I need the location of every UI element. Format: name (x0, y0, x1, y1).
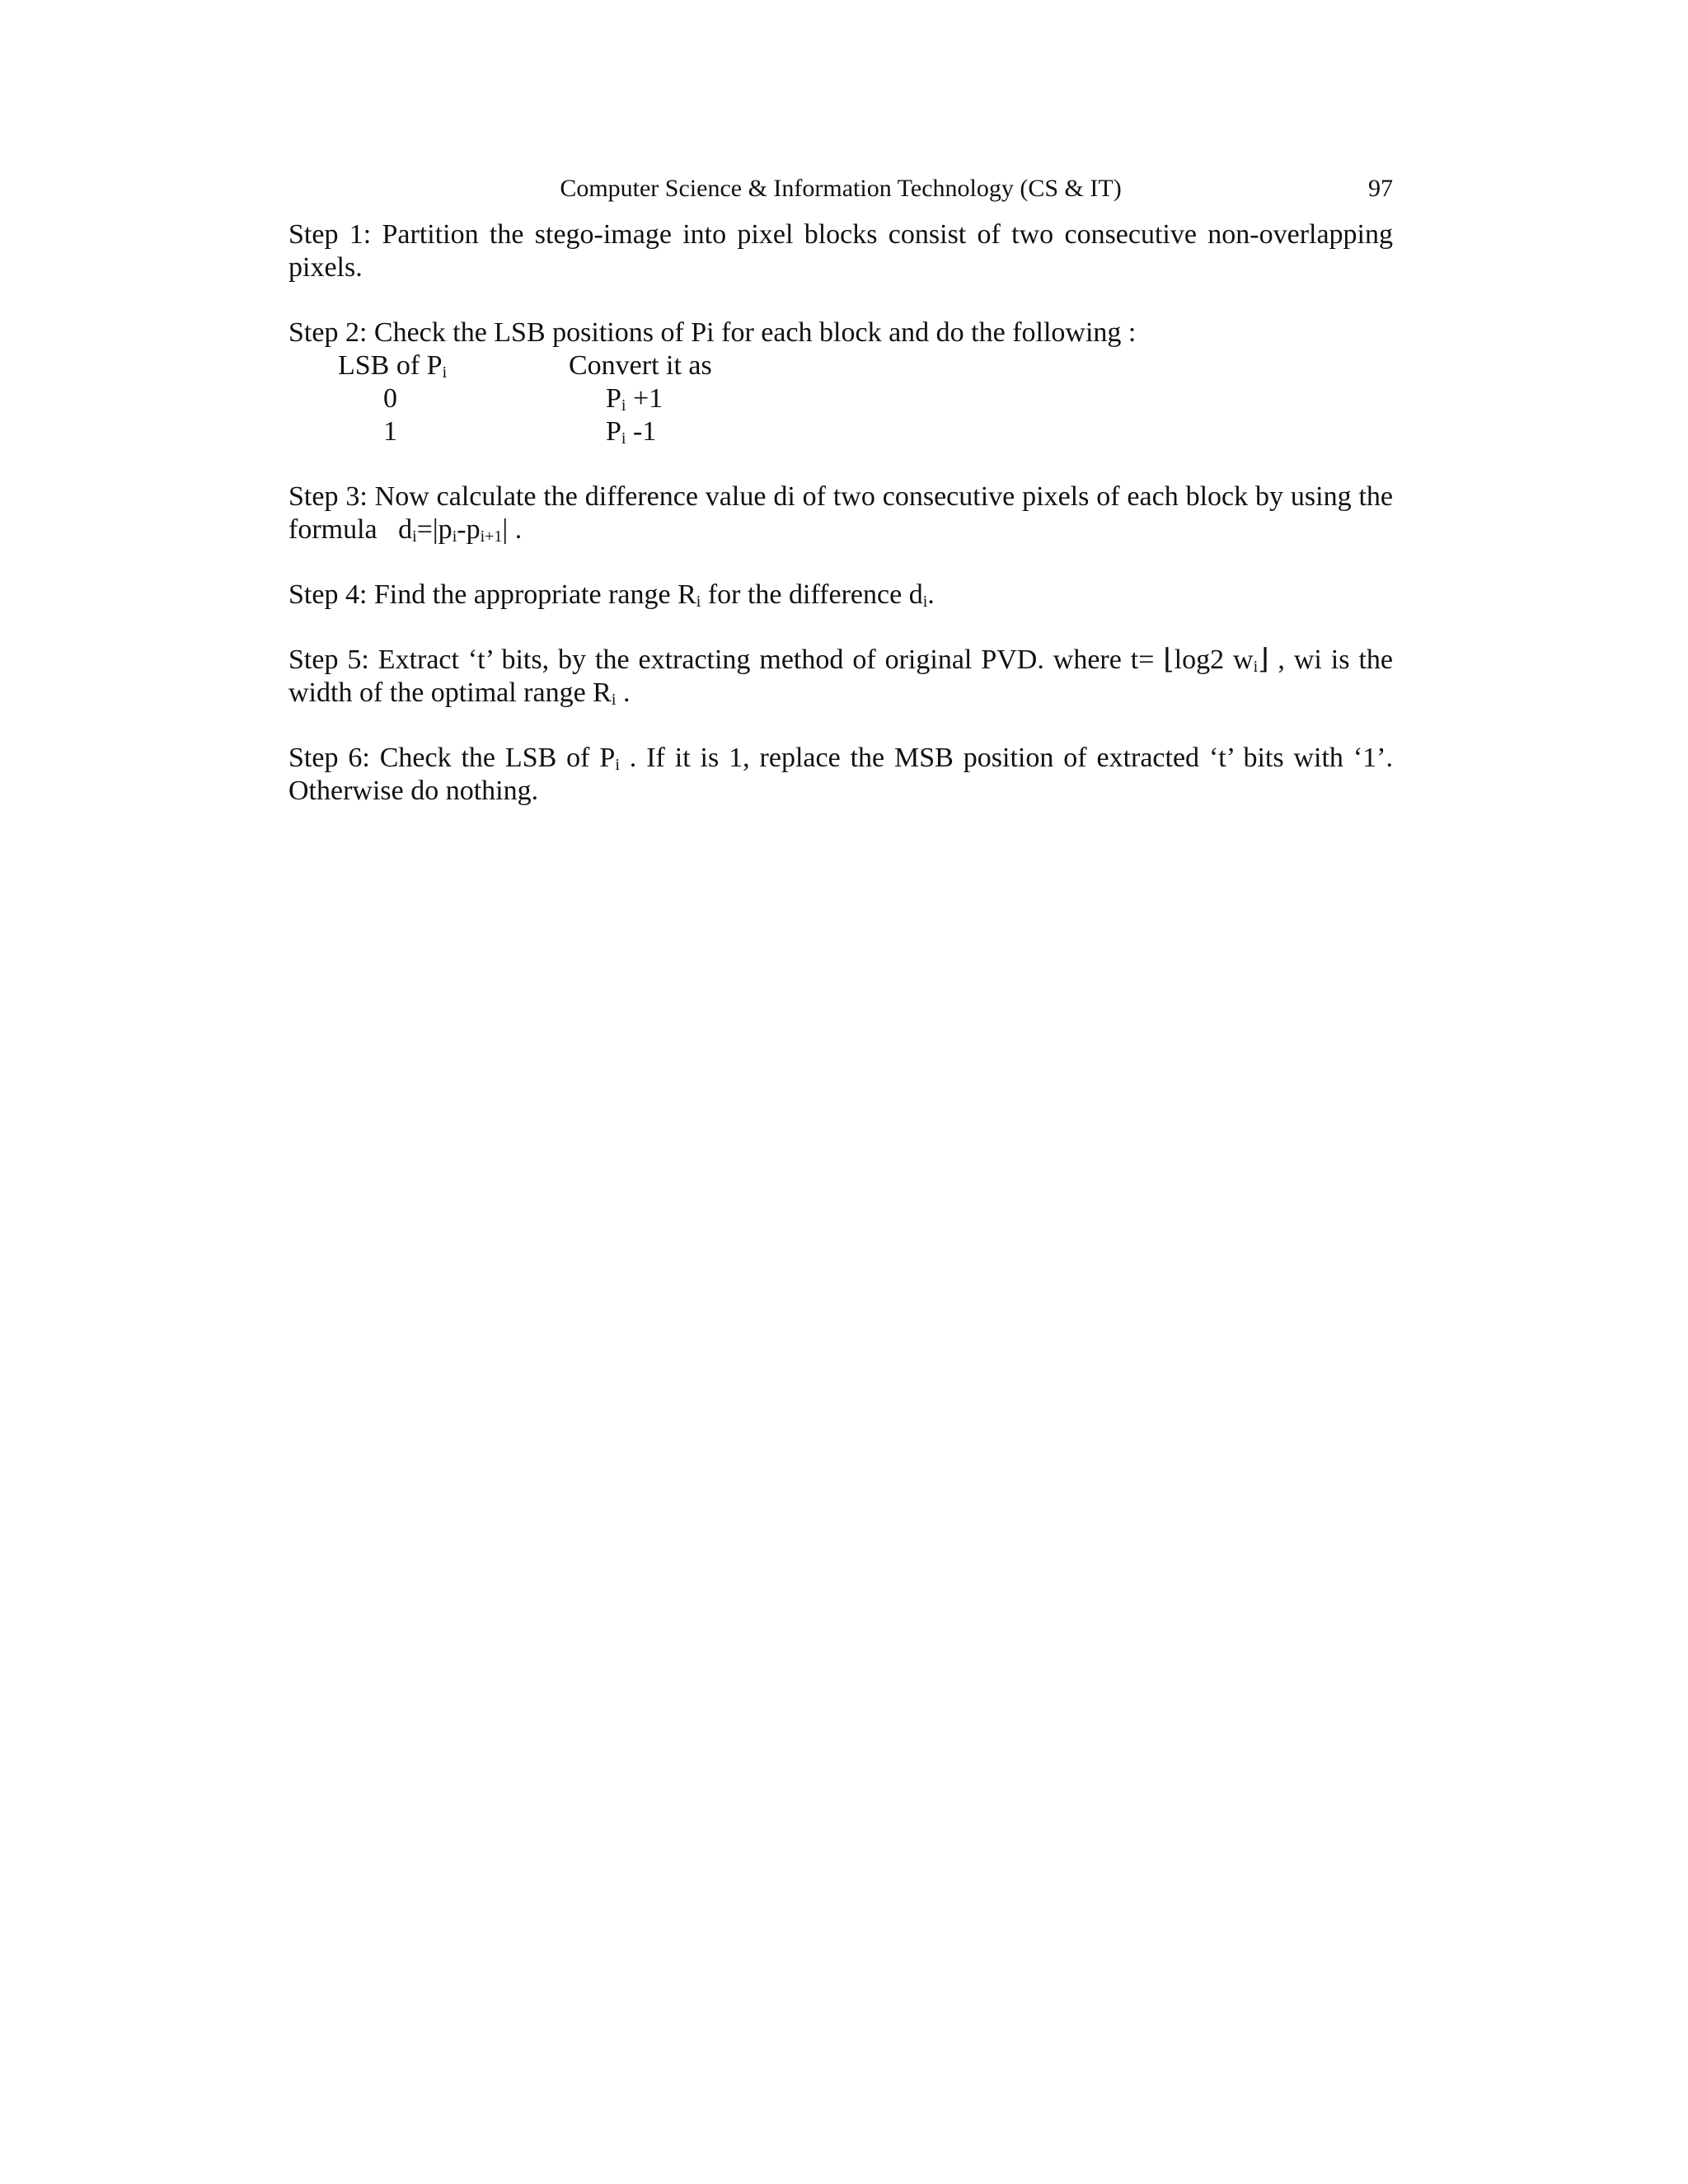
body-text (288, 218, 1393, 808)
formula-eq: =|p (416, 514, 452, 545)
paragraph-gap (288, 448, 1393, 480)
lsb-header-sub: i (442, 363, 448, 382)
step-6-sub-a: i (615, 756, 620, 774)
journal-title: Computer Science & Information Technology (CS & IT) (560, 175, 1122, 202)
step-4-sub-b: i (922, 593, 928, 611)
table-cell-convert (569, 382, 832, 415)
formula-minus: -p (457, 514, 481, 545)
formula-d: d (398, 514, 413, 545)
step-4-sub-a: i (696, 593, 701, 611)
step-4-text-b: for the difference d (701, 579, 923, 610)
step-4-text-a: Step 4: Find the appropriate range R (288, 579, 696, 610)
step-5 (288, 644, 1393, 710)
step-5-text-b: ⌋ , wi is the width of the optimal range R (288, 644, 1393, 708)
table-cell-convert (569, 415, 832, 448)
running-header (288, 169, 1393, 209)
step-5-sub-a: i (1253, 658, 1259, 676)
step-6-text-b: . If it is 1, replace the MSB position of extracted ‘t’ bits with ‘1’. Otherwise do nothing. (288, 743, 1393, 806)
table-row (338, 415, 832, 448)
table-cell-lsb: 0 (383, 383, 397, 414)
paragraph-gap (288, 546, 1393, 579)
conv-rest: -1 (626, 416, 657, 447)
step-4-text-c: . (927, 579, 935, 610)
formula-p2-sub: i+1 (480, 527, 503, 546)
step-3 (288, 480, 1393, 546)
table-header-lsb (338, 349, 569, 382)
formula-end: | . (502, 514, 523, 545)
step-1: Step 1: Partition the stego-image into pixel blocks consist of two consecutive non-overlapping pixels. (288, 219, 1393, 283)
lsb-conversion-table (338, 349, 832, 448)
step-3-text: Step 3: Now calculate the difference value di of two consecutive pixels of each block by using the formula (288, 481, 1393, 545)
step-3-formula (398, 514, 522, 545)
paragraph-gap (288, 612, 1393, 644)
table-cell-lsb: 1 (383, 416, 397, 447)
conv-text: P (606, 416, 621, 447)
step-5-text-c: . (616, 677, 631, 708)
page-number: 97 (1368, 175, 1393, 202)
step-6 (288, 742, 1393, 808)
table-header-convert: Convert it as (569, 350, 712, 381)
table-row (338, 382, 832, 415)
table-header-row (338, 349, 832, 382)
step-6-text-a: Step 6: Check the LSB of P (288, 743, 616, 773)
paragraph-gap (288, 710, 1393, 742)
formula-p1-sub: i (452, 527, 457, 546)
lsb-header-text: LSB of P (338, 350, 443, 381)
conv-text: P (606, 383, 621, 414)
step-4 (288, 579, 1393, 612)
step-5-text-a: Step 5: Extract ‘t’ bits, by the extracting method of original PVD. where t= ⌊log2 w (288, 644, 1254, 675)
conv-rest: +1 (626, 383, 663, 414)
paragraph-gap (288, 284, 1393, 316)
step-2-intro: Step 2: Check the LSB positions of Pi for each block and do the following : (288, 317, 1137, 348)
step-5-sub-b: i (611, 691, 617, 709)
conv-sub: i (621, 429, 626, 448)
formula-d-sub: i (412, 527, 417, 546)
conv-sub: i (621, 396, 626, 415)
